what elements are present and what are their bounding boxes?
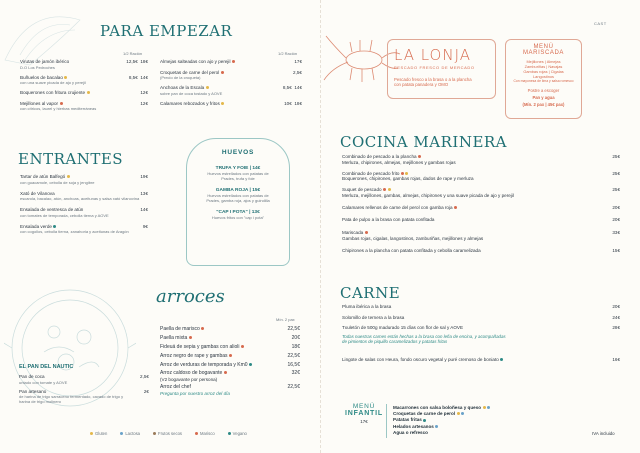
mariscada-items: Mejillones | Almejas Zamburiñas | Navajas Gambas rojas | Cigalas Langostinos Con mayonesa de lima y salsa romesco <box>513 59 574 83</box>
mariscada-pan: Pan y agua <box>532 95 555 100</box>
legend-gluten: Gluten <box>90 431 107 436</box>
carne-list <box>342 304 620 362</box>
list-item: Helados artesanos <box>393 424 490 430</box>
cast-label: CAST <box>594 21 607 26</box>
lactosa-icon <box>461 412 464 415</box>
vegano-icon <box>423 419 426 422</box>
menu-item: Mejillones al vapor 12€ con cítricos, laurel y hierbas mediterráneas <box>20 100 148 112</box>
section-title-arroces: arroces <box>156 286 225 307</box>
la-lonja-desc: Pescado fresco a la brasa o a la plancha con patata panadera y OMO <box>394 77 472 88</box>
allergen-legend <box>90 431 247 436</box>
gluten-icon <box>64 76 67 79</box>
empezar-right-list <box>160 59 302 106</box>
gluten-icon <box>457 412 460 415</box>
menu-item: Arroz de verduras de temporada y Km0 16,5€ <box>160 362 300 368</box>
gluten-icon <box>67 175 70 178</box>
huevos-title: HUEVOS <box>221 149 255 156</box>
gluten-icon <box>483 406 486 409</box>
vegano-icon <box>53 225 56 228</box>
col-head-left: 1/2 Ración <box>123 51 143 56</box>
menu-item: Paella de marisco 22,5€ <box>160 326 300 332</box>
lactosa-icon <box>487 406 490 409</box>
mariscada-title-1: MENÚ <box>533 44 554 50</box>
marisco-icon <box>224 371 227 374</box>
infantil-title-1: MENÚ <box>352 403 376 410</box>
mariscada-postre: Postre a escoger <box>527 88 560 93</box>
marisco-icon <box>60 102 63 105</box>
menu-item: Pluma ibérica a la brasa 20€ <box>342 304 620 309</box>
menu-item: Buñuelos de bacalao 8,5€ 14€ con una suave picada de ajo y perejil <box>20 74 148 86</box>
marisco-icon <box>365 231 368 234</box>
mariscada-price: (Mín. 2 pax | 45€ pax) <box>522 102 565 107</box>
menu-item: Combinado de pescado frito 25€ Boquerones, chipirones, gambas rojas, dados de rape y merluza <box>342 170 620 182</box>
huevos-item: GAMBA ROJA | 15€ Huevos estrellados con patatas de Prades, gamba roja, ajos y guindilla <box>206 188 270 203</box>
legend-frutos-secos: Frutos secos <box>153 431 182 436</box>
gluten-icon <box>87 91 90 94</box>
legend-vegano: Vegano <box>228 431 247 436</box>
menu-item: Anchoas de la Escala 8,5€ 14€ sobre pan de coca tostado y AOVE <box>160 85 302 96</box>
vegano-icon <box>500 358 503 361</box>
gluten-icon <box>388 188 391 191</box>
menu-item: Mariscada 33€ Gambas rojas, cigalas, langostinos, zamburiñas, mejillones y almejas <box>342 229 620 241</box>
la-lonja-title: LA LONJA <box>394 46 472 64</box>
mariscada-title-2: MARISCADA <box>522 50 565 56</box>
menu-item: Ensalada de ventresca de atún 14€ con tomates de temporada, cebolla tierna y AOVE <box>20 207 148 218</box>
infantil-heading <box>344 403 384 424</box>
menu-item: Calamares rebozados y fritos 10€ 18€ <box>160 100 302 106</box>
menu-item: Fideuá de sepia y gambas con alioli 18€ <box>160 344 300 350</box>
menu-item: Paella mixta 20€ <box>160 335 300 341</box>
list-item: Croquetas de carne de perol <box>393 411 490 417</box>
pan-section <box>19 364 149 404</box>
empezar-left-list <box>20 59 148 111</box>
section-title-empezar: PARA EMPEZAR <box>100 22 233 40</box>
iva-note: IVA incluido <box>592 431 615 436</box>
marisco-icon <box>383 188 386 191</box>
menu-item: Almejas salteadas con ajo y perejil 17€ <box>160 59 302 64</box>
fold-divider <box>320 0 321 453</box>
arroces-min-pax: Mín. 2 pax <box>276 317 295 322</box>
gluten-icon <box>405 172 408 175</box>
marisco-icon <box>201 327 204 330</box>
infantil-title-2: INFANTIL <box>345 410 383 417</box>
section-title-entrantes: ENTRANTES <box>18 150 124 168</box>
menu-item: Boquerones con fritura crujiente 12€ <box>20 90 148 96</box>
lactosa-icon <box>435 425 438 428</box>
menu-item: Virutas de jamón ibérico 12,5€ 18€ D.O Los Pedroches <box>20 59 148 70</box>
menu-item: Txuletón de 500g madurado 15 días con flor de sal y AOVE 28€ <box>342 325 620 331</box>
vegano-icon <box>249 363 252 366</box>
menu-item: Chipirones a la plancha con patata confitada y cebolla caramelizada 15€ <box>342 247 620 253</box>
infantil-list <box>393 405 490 436</box>
huevos-box <box>186 138 290 266</box>
marisco-icon <box>189 336 192 339</box>
section-title-marinera: COCINA MARINERA <box>340 133 508 151</box>
huevos-item: "CAP I POTA" | 13€ Huevos fritos con "cap i pota" <box>211 210 265 220</box>
marisco-icon <box>241 345 244 348</box>
col-head-right: 1/2 Ración <box>278 51 298 56</box>
list-item: Agua o refresco <box>393 429 428 435</box>
arroces-list <box>160 325 300 396</box>
gluten-icon <box>221 102 224 105</box>
la-lonja-box <box>387 39 496 99</box>
carne-note: Todas nuestras carnes están hechas a la brasa con leña de encina, y acompañadas de pimientos de piquillo caramelizados y patatas fritas <box>342 333 506 345</box>
menu-item: Pan artesano 2€ de harina de trigo sarraceno fermentado, cavado de trigo y harina de trigo molinero <box>19 388 149 405</box>
section-title-carne: CARNE <box>340 284 401 302</box>
marisco-icon <box>229 354 232 357</box>
entrantes-list <box>20 174 148 234</box>
mariscada-box <box>505 39 582 119</box>
menu-item: Arroz negro de rape y gambas 22,5€ <box>160 353 300 359</box>
pan-title: EL PAN DEL NAUTIC <box>19 364 74 370</box>
menu-item: Croquetas de carne del perol 2,5€ (Precio de la croqueta) <box>160 69 302 81</box>
menu-item: Pan de coca 2,5€ untado con tomate y AOVE <box>19 374 149 385</box>
legend-marisco: Marisco <box>195 431 215 436</box>
legend-lactosa: Lactosa <box>120 431 140 436</box>
marisco-icon <box>454 206 457 209</box>
la-lonja-subtitle: PESCADO FRESCO DE MERCADO <box>394 65 475 70</box>
marisco-icon <box>401 172 404 175</box>
huevos-item: TRUFA Y FOIE | 14€ Huevos estrellados con patatas de Prades, trufa y foie <box>207 166 269 181</box>
gluten-icon <box>206 86 209 89</box>
infantil-price: 17€ <box>360 419 368 424</box>
menu-item: Combinado de pescado a la plancha 25€ Merluza, chipirones, almejas, mejillones y gambas rojas <box>342 154 620 165</box>
list-item: Macarrones con salsa boloñesa y queso <box>393 405 490 411</box>
list-item: Patatas fritas <box>393 417 490 423</box>
marisco-icon <box>221 71 224 74</box>
menu-item: Pata de pulpo a la brasa con patata confitada 20€ <box>342 217 620 223</box>
marisco-icon <box>232 60 235 63</box>
menu-item: Calamares rellenos de carne del perol con gamba roja 20€ <box>342 204 620 210</box>
menu-item: Lingote de salas con Heura, fondo oscuro vegetal y puré cremoso de boniato 16€ <box>342 356 620 362</box>
menu-item: Solomillo de ternera a la brasa 24€ <box>342 314 620 320</box>
menu-item: Suquet de pescado 25€ Merluza, mejillones, gambas, almejas, chipirones y una suave picada de ajo y perejil <box>342 187 620 198</box>
menu-item: Tartar de atún Balfegó 19€ con guacamole, cebolla de soja y jengibre <box>20 174 148 185</box>
menu-item: Arroz caldoso de bogavante 32€ (V2 bogavante por persona) <box>160 370 300 382</box>
menu-item: Ensalada verde 9€ con cogollos, cebolla tierna, zanahoria y aceitunas de Aragón <box>20 223 148 235</box>
menu-item: Xató de Vilanova 13€ escarola, bacalao, atún, anchoas, aceitunas y salsa xató vilanovina <box>20 190 148 202</box>
marisco-icon <box>418 155 421 158</box>
infantil-divider <box>386 404 387 438</box>
menu-item: Arroz del chef 22,5€ Pregunta por nuestro arroz del día <box>160 384 300 396</box>
marinera-list <box>342 154 620 253</box>
